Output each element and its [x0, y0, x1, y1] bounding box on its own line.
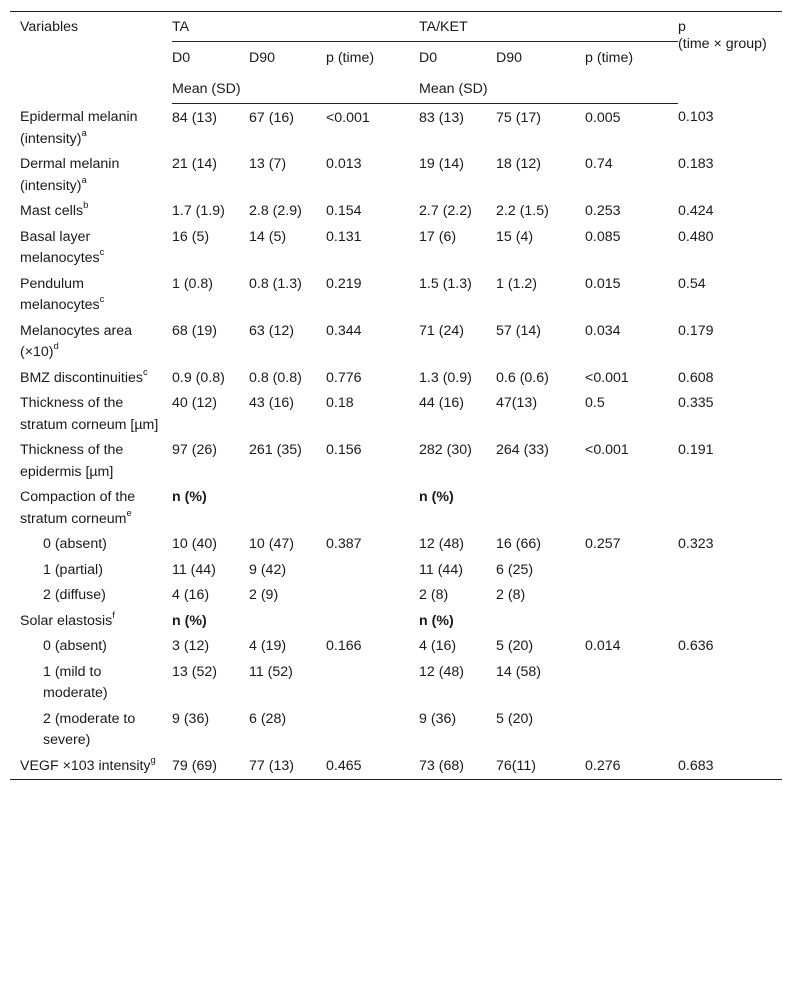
- ta-ptime-cell: [326, 660, 419, 707]
- taket-d0-cell: 4 (16): [419, 638, 457, 654]
- p-interaction-cell: 0.424: [678, 203, 714, 219]
- table-row: [10, 391, 782, 438]
- p-interaction-cell: 0.323: [678, 536, 714, 552]
- p-interaction-cell: 0.480: [678, 228, 714, 245]
- p-interaction-cell: 0.683: [678, 754, 782, 780]
- variable-label-cell: [10, 438, 172, 485]
- table-row: [10, 660, 782, 707]
- taket-ptime-cell: 0.085: [585, 228, 621, 245]
- ta-ptime-cell: 0.219: [326, 275, 362, 292]
- footnote-marker: c: [99, 247, 105, 258]
- ta-d0-cell: 1 (0.8): [172, 275, 214, 292]
- ta-d0-cell: 84 (13): [172, 109, 217, 126]
- footnote-marker: c: [99, 294, 105, 305]
- taket-d90-cell: 16 (66): [496, 536, 541, 552]
- variable-label-cell: [10, 366, 172, 392]
- variable-label: Dermal melanin (intensity): [20, 156, 120, 194]
- ta-ptime-cell: 0.154: [326, 203, 362, 219]
- variable-label: BMZ discontinuities: [20, 369, 144, 386]
- ta-d90-cell: 77 (13): [249, 754, 326, 780]
- group-taket-header: TA/KET: [419, 12, 678, 42]
- ta-d90-cell: 10 (47): [249, 536, 294, 552]
- taket-d90-cell: 57 (14): [496, 322, 541, 339]
- ta-d0-cell: 68 (19): [172, 322, 217, 339]
- taket-d90-header: D90: [496, 49, 523, 66]
- ta-ptime-cell: 0.465: [326, 754, 419, 780]
- ta-d90-cell: 43 (16): [249, 395, 294, 411]
- taket-d0-cell: 1.3 (0.9): [419, 369, 472, 386]
- table-row: [10, 152, 782, 199]
- ta-d0-cell: 79 (69): [172, 754, 249, 780]
- p-interaction-cell: [678, 609, 782, 635]
- taket-ptime-cell: [585, 485, 678, 532]
- ta-ptime-cell: 0.013: [326, 156, 362, 172]
- ta-ptime-cell: 0.166: [326, 638, 362, 654]
- taket-ptime-header: p (time): [585, 49, 634, 66]
- footnote-marker: g: [150, 754, 156, 766]
- p-interaction-cell: 0.636: [678, 638, 714, 654]
- section-row: [10, 485, 782, 532]
- table-row: [10, 319, 782, 366]
- taket-d0-cell: n (%): [419, 612, 454, 629]
- variable-label-cell: [10, 660, 172, 707]
- table-row: [10, 366, 782, 392]
- variable-label-cell: [10, 609, 172, 635]
- variable-label: Compaction of the stratum corneum: [20, 489, 136, 527]
- variable-label: 0 (absent): [43, 536, 107, 552]
- variable-label: 1 (partial): [43, 561, 103, 578]
- taket-d90-cell: 15 (4): [496, 228, 534, 245]
- taket-ptime-cell: 0.015: [585, 275, 621, 292]
- variable-label-cell: [10, 634, 172, 660]
- ta-d90-cell: 2.8 (2.9): [249, 203, 302, 219]
- table-row: [10, 707, 782, 754]
- table-row: [10, 438, 782, 485]
- variable-label: Pendulum melanocytes: [20, 275, 100, 313]
- p-interaction-header: [678, 12, 782, 104]
- ta-d0-cell: 40 (12): [172, 395, 217, 411]
- p-interaction-cell: 0.179: [678, 322, 714, 339]
- ta-ptime-cell: 0.387: [326, 536, 362, 552]
- taket-d0-cell: 11 (44): [419, 561, 463, 578]
- variable-label: Thickness of the stratum corneum [µm]: [20, 395, 159, 433]
- table-row: [10, 272, 782, 319]
- p-interaction-cell: 0.103: [678, 109, 714, 125]
- ta-d0-cell: 97 (26): [172, 442, 217, 458]
- taket-d90-cell: 0.6 (0.6): [496, 369, 549, 386]
- variable-label-cell: [10, 272, 172, 319]
- ta-ptime-cell: [326, 558, 419, 584]
- ta-ptime-cell: [326, 707, 419, 754]
- taket-ptime-cell: 0.74: [585, 156, 613, 172]
- p-interaction-cell: [678, 707, 782, 754]
- p-interaction-cell: [678, 660, 782, 707]
- ta-d0-cell: 13 (52): [172, 663, 217, 680]
- taket-d0-cell: 12 (48): [419, 536, 464, 552]
- taket-d90-cell: 6 (25): [496, 561, 534, 578]
- taket-d0-cell: 17 (6): [419, 228, 457, 245]
- p-interaction-cell: 0.191: [678, 442, 714, 458]
- p-interaction-cell: 0.335: [678, 395, 714, 411]
- taket-d90-cell: 2 (8): [496, 587, 526, 603]
- taket-mean-sd-header: Mean (SD): [419, 75, 678, 103]
- taket-d0-cell: 19 (14): [419, 156, 464, 172]
- ta-d90-cell: [249, 609, 326, 635]
- p-interaction-label: p: [678, 19, 686, 35]
- variable-label-cell: [10, 152, 172, 199]
- p-interaction-cell: 0.608: [678, 369, 714, 386]
- ta-d90-cell: 261 (35): [249, 442, 302, 458]
- ta-mean-sd-header: Mean (SD): [172, 75, 419, 103]
- table-row: [10, 199, 782, 225]
- ta-ptime-cell: [326, 609, 419, 635]
- variable-label: Melanocytes area (×10): [20, 322, 132, 360]
- taket-ptime-cell: <0.001: [585, 442, 629, 458]
- table-row: [10, 558, 782, 584]
- ta-d0-cell: 9 (36): [172, 710, 210, 727]
- ta-d90-cell: 9 (42): [249, 561, 287, 578]
- ta-d90-cell: 2 (9): [249, 587, 279, 603]
- p-interaction-sublabel: (time × group): [678, 35, 767, 52]
- ta-ptime-cell: <0.001: [326, 109, 370, 126]
- ta-d0-header: D0: [172, 49, 191, 66]
- taket-d0-cell: 1.5 (1.3): [419, 275, 472, 292]
- ta-d90-cell: 11 (52): [249, 663, 293, 680]
- variable-label-cell: [10, 558, 172, 584]
- taket-d90-cell: 2.2 (1.5): [496, 203, 549, 219]
- variable-label-cell: [10, 707, 172, 754]
- ta-ptime-cell: 0.156: [326, 442, 362, 458]
- taket-d90-cell: 75 (17): [496, 109, 541, 126]
- taket-d90-cell: 5 (20): [496, 710, 534, 727]
- ta-d0-cell: 4 (16): [172, 587, 210, 603]
- footnote-marker: a: [81, 174, 87, 186]
- ta-d90-cell: 4 (19): [249, 638, 287, 654]
- ta-ptime-header: p (time): [326, 49, 375, 66]
- ta-d90-cell: 6 (28): [249, 710, 287, 727]
- taket-ptime-cell: <0.001: [585, 369, 629, 386]
- variable-label-cell: [10, 391, 172, 438]
- taket-ptime-cell: 0.5: [585, 395, 605, 411]
- footnote-marker: c: [143, 366, 148, 378]
- taket-ptime-cell: 0.005: [585, 109, 621, 126]
- taket-ptime-cell: 0.034: [585, 322, 621, 339]
- taket-d90-cell: 14 (58): [496, 663, 541, 680]
- taket-d0-cell: 44 (16): [419, 395, 464, 411]
- taket-d90-cell: 47(13): [496, 395, 538, 411]
- variable-label-cell: [10, 199, 172, 225]
- ta-ptime-cell: [326, 485, 419, 532]
- taket-d0-cell: 2.7 (2.2): [419, 203, 472, 219]
- taket-ptime-cell: [585, 583, 678, 609]
- taket-ptime-cell: 0.257: [585, 536, 621, 552]
- ta-d90-cell: 67 (16): [249, 109, 294, 126]
- taket-ptime-cell: 0.276: [585, 754, 678, 780]
- ta-d90-header: D90: [249, 49, 276, 66]
- taket-ptime-cell: [585, 660, 678, 707]
- ta-ptime-cell: 0.776: [326, 369, 362, 386]
- ta-ptime-cell: [326, 583, 419, 609]
- taket-d0-cell: 73 (68): [419, 754, 496, 780]
- variable-label: 2 (diffuse): [43, 587, 106, 603]
- variable-label-cell: [10, 225, 172, 272]
- results-table-container: [10, 11, 782, 780]
- variable-label-cell: [10, 754, 172, 780]
- variable-label-cell: [10, 583, 172, 609]
- footnote-marker: d: [53, 341, 59, 352]
- taket-d0-cell: 282 (30): [419, 442, 472, 458]
- variable-label-cell: [10, 319, 172, 366]
- footnote-marker: e: [126, 507, 132, 519]
- taket-d90-cell: [496, 485, 585, 532]
- taket-d0-cell: 83 (13): [419, 109, 464, 126]
- ta-d90-cell: 0.8 (1.3): [249, 275, 302, 292]
- taket-d90-cell: [496, 609, 585, 635]
- taket-d90-cell: 76(11): [496, 754, 585, 780]
- table-row: [10, 583, 782, 609]
- variable-label: 1 (mild to moderate): [43, 663, 108, 701]
- section-row: [10, 609, 782, 635]
- table-row: [10, 532, 782, 558]
- taket-ptime-cell: 0.253: [585, 203, 621, 219]
- taket-d90-cell: 18 (12): [496, 156, 541, 172]
- taket-d90-cell: 5 (20): [496, 638, 534, 654]
- footnote-marker: f: [112, 609, 115, 621]
- ta-ptime-cell: 0.344: [326, 322, 362, 339]
- results-table: [10, 11, 782, 780]
- ta-d0-cell: n (%): [172, 612, 207, 629]
- table-row: [10, 225, 782, 272]
- ta-d90-cell: 0.8 (0.8): [249, 369, 302, 386]
- p-interaction-cell: 0.54: [678, 275, 706, 292]
- ta-d0-cell: 21 (14): [172, 156, 217, 172]
- taket-d0-cell: 9 (36): [419, 710, 457, 727]
- taket-d0-cell: n (%): [419, 489, 454, 505]
- taket-d90-cell: 264 (33): [496, 442, 549, 458]
- taket-ptime-cell: [585, 558, 678, 584]
- variable-label: VEGF ×103 intensity: [20, 757, 151, 774]
- table-row: [10, 634, 782, 660]
- group-ta-header: TA: [172, 12, 419, 42]
- ta-d0-cell: 11 (44): [172, 561, 216, 578]
- p-interaction-cell: [678, 485, 782, 532]
- table-body: [10, 103, 782, 780]
- taket-ptime-cell: 0.014: [585, 638, 621, 654]
- variable-label: 0 (absent): [43, 638, 107, 654]
- ta-d90-cell: 14 (5): [249, 228, 287, 245]
- ta-d0-cell: 0.9 (0.8): [172, 369, 225, 386]
- variable-label-cell: [10, 485, 172, 532]
- footnote-marker: a: [81, 127, 87, 139]
- table-row: [10, 754, 782, 780]
- footnote-marker: b: [83, 200, 89, 211]
- variable-label: Mast cells: [20, 203, 84, 219]
- taket-d0-cell: 12 (48): [419, 663, 464, 680]
- ta-d90-cell: [249, 485, 326, 532]
- taket-d0-cell: 71 (24): [419, 322, 464, 339]
- ta-d90-cell: 13 (7): [249, 156, 287, 172]
- ta-d0-cell: n (%): [172, 489, 207, 505]
- taket-d90-cell: 1 (1.2): [496, 275, 538, 292]
- variables-header: Variables: [10, 12, 172, 104]
- variable-label: Solar elastosis: [20, 612, 113, 629]
- taket-ptime-cell: [585, 609, 678, 635]
- taket-d0-header: D0: [419, 49, 438, 66]
- variable-label: Basal layer melanocytes: [20, 228, 100, 266]
- taket-ptime-cell: [585, 707, 678, 754]
- variable-label-cell: [10, 103, 172, 152]
- p-interaction-cell: 0.183: [678, 156, 714, 172]
- ta-d0-cell: 10 (40): [172, 536, 217, 552]
- ta-ptime-cell: 0.131: [326, 228, 362, 245]
- ta-d0-cell: 16 (5): [172, 228, 210, 245]
- p-interaction-cell: [678, 583, 782, 609]
- ta-d90-cell: 63 (12): [249, 322, 294, 339]
- variable-label: Epidermal melanin (intensity): [20, 109, 138, 147]
- variable-label: 2 (moderate to severe): [43, 710, 136, 748]
- variable-label: Thickness of the epidermis [µm]: [20, 442, 124, 480]
- p-interaction-cell: [678, 558, 782, 584]
- table-header: [10, 12, 782, 104]
- table-row: [10, 103, 782, 152]
- taket-d0-cell: 2 (8): [419, 587, 449, 603]
- variable-label-cell: [10, 532, 172, 558]
- ta-d0-cell: 3 (12): [172, 638, 210, 654]
- ta-d0-cell: 1.7 (1.9): [172, 203, 225, 219]
- ta-ptime-cell: 0.18: [326, 395, 354, 411]
